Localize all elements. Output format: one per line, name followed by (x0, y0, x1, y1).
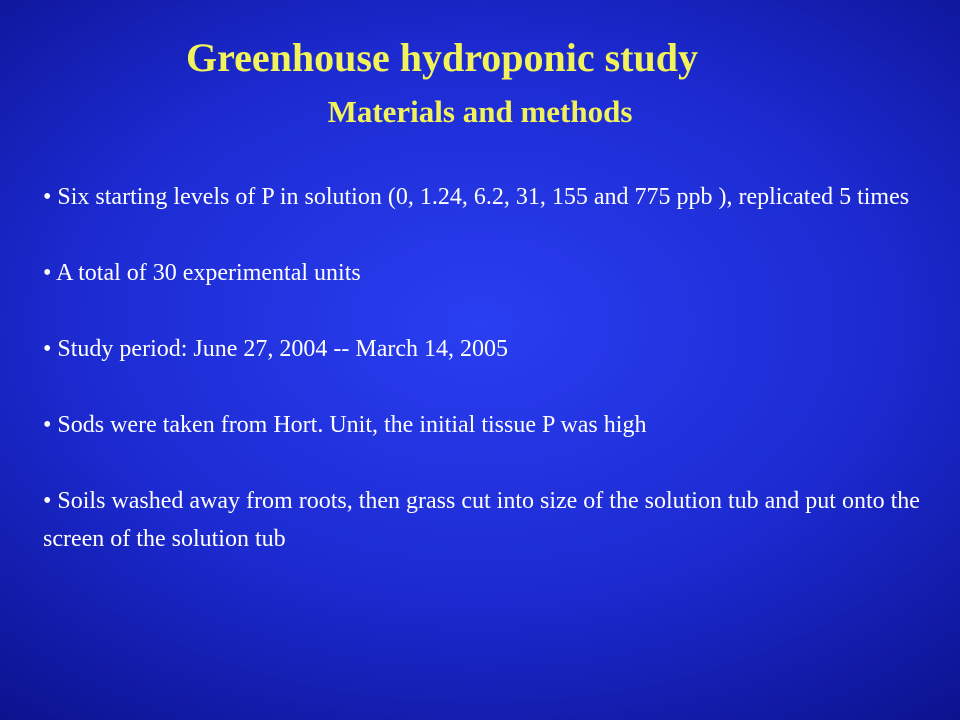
bullet-item (43, 406, 923, 444)
bullet-list (43, 178, 923, 558)
bullet-text: Sods were taken from Hort. Unit, the initial tissue P was high (57, 412, 647, 438)
bullet-text: Six starting levels of P in solution (0, 1.24, 6.2, 31, 155 and 775 ppb ), replicated 5 times (57, 184, 910, 210)
bullet-icon: • (43, 260, 52, 286)
bullet-item (43, 254, 923, 292)
bullet-icon: • (43, 412, 52, 438)
bullet-text: A total of 30 experimental units (56, 260, 361, 286)
bullet-item (43, 178, 923, 216)
bullet-item (43, 482, 923, 558)
bullet-icon: • (43, 488, 52, 514)
slide-title: Greenhouse hydroponic study (186, 35, 698, 80)
bullet-text: Soils washed away from roots, then grass cut into size of the solution tub and put onto the screen of the solution tub (43, 488, 920, 552)
bullet-icon: • (43, 184, 52, 210)
bullet-item (43, 330, 923, 368)
slide-subtitle: Materials and methods (327, 94, 633, 129)
bullet-text: Study period: June 27, 2004 -- March 14, 2005 (57, 336, 509, 362)
bullet-icon: • (43, 336, 52, 362)
